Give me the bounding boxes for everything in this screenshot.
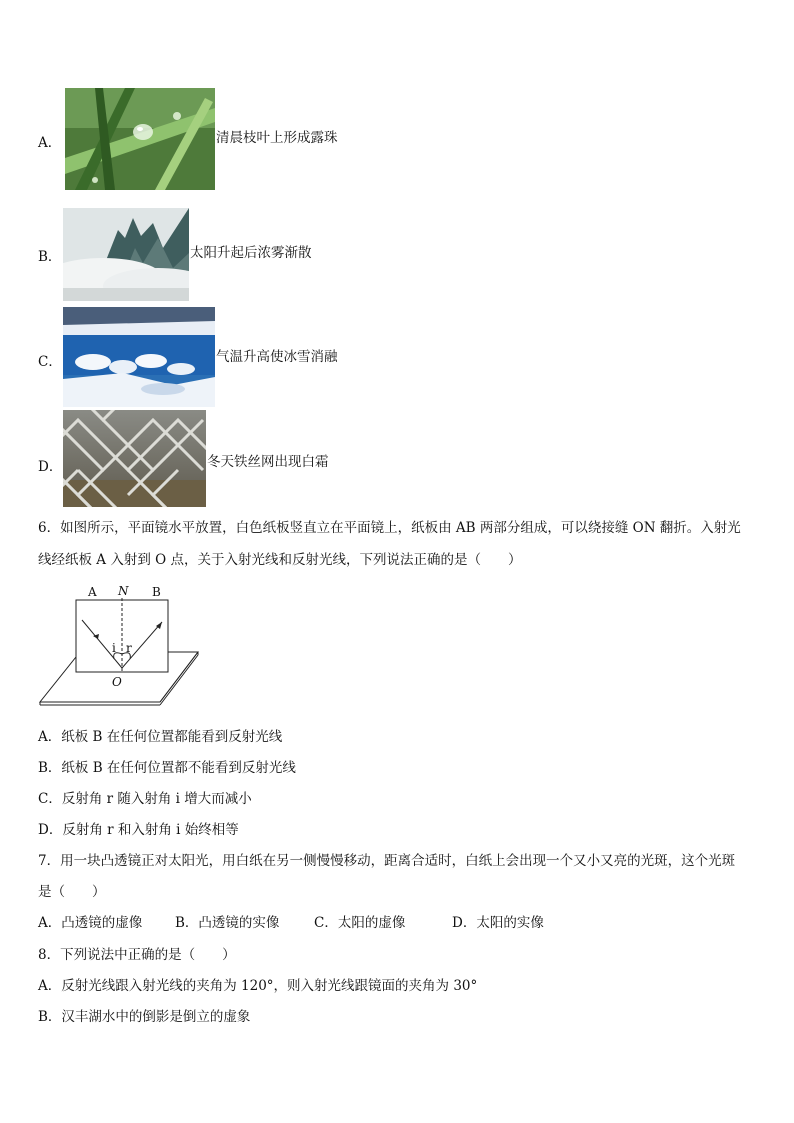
option-letter: A． <box>38 135 62 151</box>
label-angle-i: i <box>112 641 116 655</box>
label-normal-n: N <box>118 584 129 598</box>
answer-option-a[interactable]: A．凸透镜的虚像 <box>38 915 143 931</box>
label-point-o: O <box>112 675 122 689</box>
option-letter: B． <box>38 249 62 265</box>
question-stem-line: 8．下列说法中正确的是（ ） <box>38 947 236 963</box>
answer-option-b[interactable]: B．纸板 B 在任何位置都不能看到反射光线 <box>38 760 296 776</box>
melting-snow-river-photo <box>63 307 215 407</box>
answer-option-a[interactable]: A．纸板 B 在任何位置都能看到反射光线 <box>38 729 283 745</box>
option-letter: C． <box>38 354 62 370</box>
answer-option-a[interactable]: A．反射光线跟入射光线的夹角为 120°，则入射光线跟镜面的夹角为 30° <box>38 978 478 994</box>
label-board-a: A <box>88 585 97 599</box>
answer-option-c[interactable]: C．反射角 r 随入射角 i 增大而减小 <box>38 791 252 807</box>
dew-on-grass-photo <box>65 88 215 190</box>
question-stem-line: 7．用一块凸透镜正对太阳光，用白纸在另一侧慢慢移动，距离合适时，白纸上会出现一个又小又亮的光斑，这个光斑 <box>38 853 736 869</box>
question-stem-line: 是（ ） <box>38 884 106 900</box>
answer-option-b[interactable]: B．汉丰湖水中的倒影是倒立的虚象 <box>38 1009 251 1025</box>
option-caption: 清晨枝叶上形成露珠 <box>216 130 338 146</box>
option-caption: 气温升高使冰雪消融 <box>216 349 338 365</box>
option-caption: 太阳升起后浓雾渐散 <box>190 245 312 261</box>
answer-option-b[interactable]: B．凸透镜的实像 <box>175 915 280 931</box>
option-caption: 冬天铁丝网出现白霜 <box>207 454 329 470</box>
frost-wire-fence-photo <box>63 410 206 507</box>
question-stem-line: 6．如图所示，平面镜水平放置，白色纸板竖直立在平面镜上，纸板由 AB 两部分组成，可以绕接缝 ON 翻折。入射光 <box>38 520 741 536</box>
answer-option-c[interactable]: C．太阳的虚像 <box>314 915 406 931</box>
fog-mountain-photo <box>63 208 189 301</box>
question-stem-line: 线经纸板 A 入射到 O 点，关于入射光线和反射光线，下列说法正确的是（ ） <box>38 552 522 568</box>
answer-option-d[interactable]: D．反射角 r 和入射角 i 始终相等 <box>38 822 239 838</box>
answer-option-d[interactable]: D．太阳的实像 <box>452 915 544 931</box>
label-angle-r: r <box>126 641 132 655</box>
option-letter: D． <box>38 459 63 475</box>
label-board-b: B <box>152 585 161 599</box>
